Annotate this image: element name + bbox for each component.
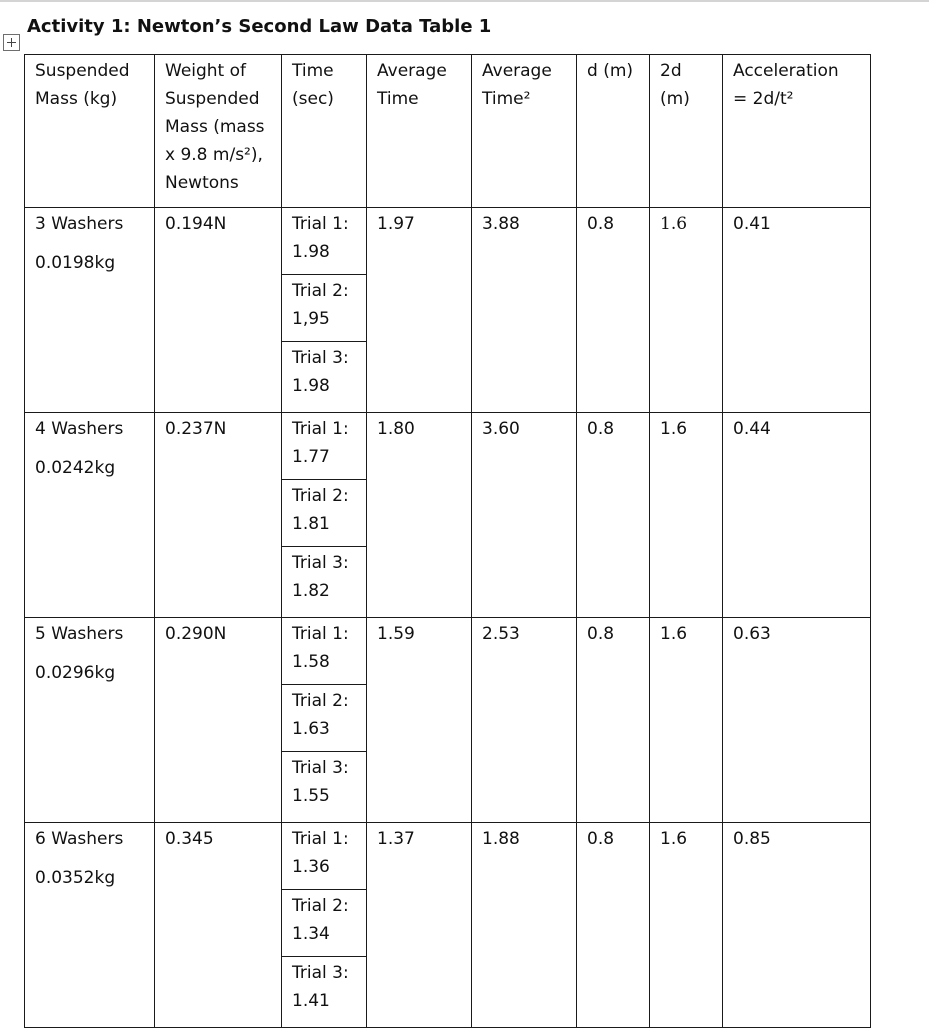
average-time-cell: 1.97 xyxy=(367,208,472,413)
average-time-squared-cell: 1.88 xyxy=(472,823,577,1028)
mass-value: 0.0242kg xyxy=(35,458,116,478)
trial-label: Trial 2: xyxy=(292,486,349,506)
trial-cell xyxy=(282,547,367,618)
distance-cell: 0.8 xyxy=(577,823,650,1028)
trial-cell xyxy=(282,890,367,957)
trial-cell xyxy=(282,618,367,685)
trial-label: Trial 3: xyxy=(292,758,349,778)
average-time-squared-cell: 3.60 xyxy=(472,413,577,618)
trial-cell xyxy=(282,752,367,823)
suspended-mass-cell xyxy=(25,618,155,823)
weight-cell: 0.194N xyxy=(155,208,282,413)
trial-label: Trial 3: xyxy=(292,553,349,573)
trial-value: 1.34 xyxy=(292,924,330,944)
trial-value: 1.63 xyxy=(292,719,330,739)
acceleration-cell: 0.63 xyxy=(723,618,871,823)
average-time-cell: 1.37 xyxy=(367,823,472,1028)
table-row xyxy=(25,413,871,480)
average-time-cell: 1.80 xyxy=(367,413,472,618)
trial-label: Trial 1: xyxy=(292,829,349,849)
header-two-d: 2d (m) xyxy=(650,55,723,208)
trial-label: Trial 3: xyxy=(292,348,349,368)
washer-count: 6 Washers xyxy=(35,829,124,849)
header-average-time-squared: Average Time² xyxy=(472,55,577,208)
trial-cell xyxy=(282,480,367,547)
table-row xyxy=(25,823,871,890)
washer-count: 4 Washers xyxy=(35,419,124,439)
trial-label: Trial 3: xyxy=(292,963,349,983)
trial-value: 1.55 xyxy=(292,786,330,806)
suspended-mass-cell xyxy=(25,208,155,413)
acceleration-cell: 0.41 xyxy=(723,208,871,413)
header-average-time: Average Time xyxy=(367,55,472,208)
mass-value: 0.0296kg xyxy=(35,663,116,683)
distance-cell: 0.8 xyxy=(577,208,650,413)
weight-cell: 0.237N xyxy=(155,413,282,618)
table-row xyxy=(25,618,871,685)
mass-value: 0.0198kg xyxy=(35,253,116,273)
trial-value: 1.82 xyxy=(292,581,330,601)
trial-cell xyxy=(282,957,367,1028)
trial-cell xyxy=(282,342,367,413)
trial-label: Trial 1: xyxy=(292,419,349,439)
trial-value: 1.98 xyxy=(292,376,330,396)
header-mass: Suspended Mass (kg) xyxy=(25,55,155,208)
trial-cell xyxy=(282,208,367,275)
distance-cell: 0.8 xyxy=(577,618,650,823)
header-weight: Weight of Suspended Mass (mass x 9.8 m/s²), Newtons xyxy=(155,55,282,208)
mass-value: 0.0352kg xyxy=(35,868,116,888)
distance-cell: 0.8 xyxy=(577,413,650,618)
data-table xyxy=(24,54,871,1028)
trial-value: 1.81 xyxy=(292,514,330,534)
trial-label: Trial 2: xyxy=(292,691,349,711)
average-time-squared-cell: 3.88 xyxy=(472,208,577,413)
suspended-mass-cell xyxy=(25,823,155,1028)
two-d-cell: 1.6 xyxy=(650,823,723,1028)
trial-value: 1,95 xyxy=(292,309,330,329)
table-row xyxy=(25,208,871,275)
header-distance: d (m) xyxy=(577,55,650,208)
trial-cell xyxy=(282,823,367,890)
trial-cell xyxy=(282,685,367,752)
trial-cell xyxy=(282,275,367,342)
washer-count: 5 Washers xyxy=(35,624,124,644)
header-acceleration: Acceleration = 2d/t² xyxy=(723,55,871,208)
two-d-cell: 1.6 xyxy=(650,413,723,618)
two-d-cell: 1.6 xyxy=(650,208,723,413)
trial-value: 1.98 xyxy=(292,242,330,262)
trial-label: Trial 2: xyxy=(292,281,349,301)
table-move-handle-icon[interactable] xyxy=(3,34,20,51)
header-time: Time (sec) xyxy=(282,55,367,208)
trial-label: Trial 1: xyxy=(292,624,349,644)
trial-value: 1.36 xyxy=(292,857,330,877)
trial-value: 1.77 xyxy=(292,447,330,467)
trial-label: Trial 2: xyxy=(292,896,349,916)
suspended-mass-cell xyxy=(25,413,155,618)
weight-cell: 0.290N xyxy=(155,618,282,823)
acceleration-cell: 0.85 xyxy=(723,823,871,1028)
trial-cell xyxy=(282,413,367,480)
trial-value: 1.58 xyxy=(292,652,330,672)
trial-label: Trial 1: xyxy=(292,214,349,234)
washer-count: 3 Washers xyxy=(35,214,124,234)
average-time-cell: 1.59 xyxy=(367,618,472,823)
acceleration-cell: 0.44 xyxy=(723,413,871,618)
average-time-squared-cell: 2.53 xyxy=(472,618,577,823)
header-row xyxy=(25,55,871,208)
table-title: Activity 1: Newton’s Second Law Data Table 1 xyxy=(27,16,492,37)
top-border xyxy=(0,0,929,2)
two-d-cell: 1.6 xyxy=(650,618,723,823)
weight-cell: 0.345 xyxy=(155,823,282,1028)
trial-value: 1.41 xyxy=(292,991,330,1011)
